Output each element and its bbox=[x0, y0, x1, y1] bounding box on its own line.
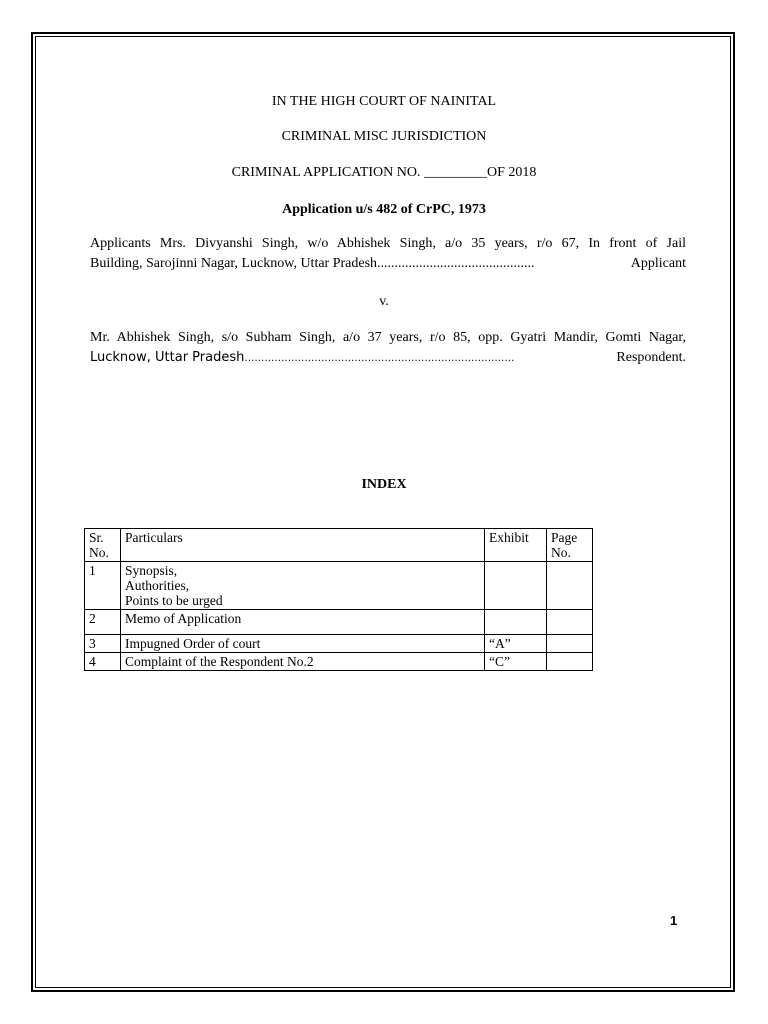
table-row bbox=[85, 562, 593, 610]
row-page bbox=[547, 562, 593, 610]
applicant-line-1-text: Applicants Mrs. Divyanshi Singh, w/o Abhishek Singh, a/o 35 years, r/o 67, In front of Jail bbox=[90, 236, 686, 251]
applicant-line-1 bbox=[90, 234, 686, 254]
applicant-address: Building, Sarojinni Nagar, Lucknow, Uttar Pradesh bbox=[90, 256, 378, 271]
header-sr-no: Sr. No. bbox=[85, 529, 121, 562]
table-row bbox=[85, 610, 593, 635]
row-particulars bbox=[121, 653, 485, 671]
particulars-line: Memo of Application bbox=[125, 611, 242, 626]
header-exhibit: Exhibit bbox=[485, 529, 547, 562]
respondent-line-2 bbox=[90, 348, 686, 369]
row-page bbox=[547, 653, 593, 671]
particulars-line: Points to be urged bbox=[125, 593, 223, 608]
index-table bbox=[84, 528, 593, 671]
index-title: INDEX bbox=[361, 477, 407, 492]
table-row bbox=[85, 653, 593, 671]
applicant-line-2 bbox=[90, 254, 686, 274]
row-particulars bbox=[121, 635, 485, 653]
row-page bbox=[547, 635, 593, 653]
header-particulars: Particulars bbox=[121, 529, 485, 562]
particulars-line: Authorities, bbox=[125, 578, 190, 593]
respondent-address: Lucknow, Uttar Pradesh bbox=[90, 350, 245, 365]
court-title: IN THE HIGH COURT OF NAINITAL bbox=[271, 94, 497, 109]
row-page bbox=[547, 610, 593, 635]
respondent-line-1-text: Mr. Abhishek Singh, s/o Subham Singh, a/o 37 years, r/o 85, opp. Gyatri Mandir, Gomti Nagar, bbox=[90, 330, 686, 345]
applicant-paragraph bbox=[90, 234, 686, 274]
particulars-line: Synopsis, bbox=[125, 563, 178, 578]
respondent-role: Respondent. bbox=[616, 350, 686, 365]
header-page-no: Page No. bbox=[547, 529, 593, 562]
row-exhibit: “C” bbox=[485, 653, 547, 671]
application-number: CRIMINAL APPLICATION NO. _________OF 2018 bbox=[231, 165, 537, 180]
row-sr: 4 bbox=[85, 653, 121, 671]
applicant-role: Applicant bbox=[630, 256, 686, 271]
particulars-line: Complaint of the Respondent No.2 bbox=[125, 654, 314, 669]
row-exhibit bbox=[485, 610, 547, 635]
row-exhibit bbox=[485, 562, 547, 610]
respondent-dots: ……………………………………………………………………… bbox=[244, 353, 515, 364]
row-particulars bbox=[121, 610, 485, 635]
table-row bbox=[85, 635, 593, 653]
row-particulars bbox=[121, 562, 485, 610]
jurisdiction-title: CRIMINAL MISC JURISDICTION bbox=[281, 129, 487, 144]
respondent-line-1 bbox=[90, 328, 686, 348]
row-sr: 3 bbox=[85, 635, 121, 653]
page-number: 1 bbox=[670, 913, 678, 928]
row-sr: 1 bbox=[85, 562, 121, 610]
applicant-dots: ............................................. bbox=[377, 256, 535, 271]
application-section: Application u/s 482 of CrPC, 1973 bbox=[282, 202, 486, 217]
versus-label: v. bbox=[379, 294, 389, 309]
row-exhibit: “A” bbox=[485, 635, 547, 653]
particulars-line: Impugned Order of court bbox=[125, 636, 261, 651]
respondent-paragraph bbox=[90, 328, 686, 369]
index-header-row bbox=[85, 529, 593, 562]
row-sr: 2 bbox=[85, 610, 121, 635]
